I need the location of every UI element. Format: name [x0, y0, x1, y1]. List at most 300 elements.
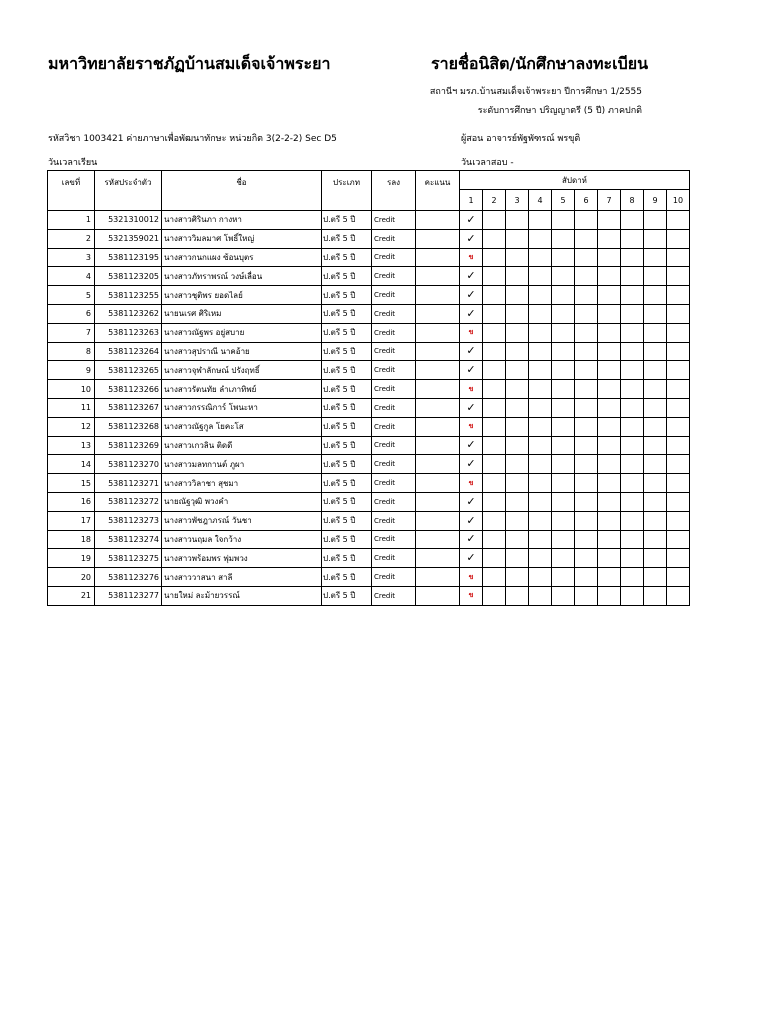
attendance-week-2: [483, 229, 506, 248]
week-header-5: 5: [552, 190, 575, 211]
score-cell: [416, 474, 460, 493]
student-name: นางสาววาสนา สาลี: [162, 568, 322, 587]
attendance-week-2: [483, 361, 506, 380]
attendance-week-6: [575, 229, 598, 248]
score-cell: [416, 211, 460, 230]
attendance-week-3: [506, 323, 529, 342]
registration-type: Credit: [372, 511, 416, 530]
week-header-3: 3: [506, 190, 529, 211]
attendance-week-6: [575, 568, 598, 587]
program-type: ป.ตรี 5 ปี: [322, 380, 372, 399]
table-row: [48, 380, 690, 399]
attendance-week-2: [483, 586, 506, 605]
row-number: 17: [48, 511, 95, 530]
registration-type: Credit: [372, 549, 416, 568]
student-name: นางสาวชุติพร ยอดไลย์: [162, 286, 322, 305]
university-name: มหาวิทยาลัยราชภัฏบ้านสมเด็จเจ้าพระยา: [48, 54, 331, 73]
registration-type: Credit: [372, 211, 416, 230]
attendance-week-5: [552, 323, 575, 342]
attendance-week-6: [575, 323, 598, 342]
attendance-week-1: [460, 361, 483, 380]
attendance-week-2: [483, 492, 506, 511]
student-id: 5381123272: [95, 492, 162, 511]
program-type: ป.ตรี 5 ปี: [322, 248, 372, 267]
program-type: ป.ตรี 5 ปี: [322, 530, 372, 549]
student-name: นายณัฐวุฒิ พวงคำ: [162, 492, 322, 511]
check-mark-icon: ✓: [466, 231, 476, 245]
attendance-week-6: [575, 511, 598, 530]
registration-type: Credit: [372, 530, 416, 549]
attendance-week-7: [598, 342, 621, 361]
student-name: นางสาวนฤมล ใจกว้าง: [162, 530, 322, 549]
attendance-week-10: [667, 323, 690, 342]
row-number: 7: [48, 323, 95, 342]
attendance-week-3: [506, 229, 529, 248]
check-mark-icon: ✓: [466, 438, 476, 452]
attendance-week-5: [552, 286, 575, 305]
attendance-week-10: [667, 211, 690, 230]
column-header-name: ชื่อ: [162, 171, 322, 211]
attendance-week-6: [575, 398, 598, 417]
student-id: 5381123276: [95, 568, 162, 587]
program-type: ป.ตรี 5 ปี: [322, 474, 372, 493]
score-cell: [416, 417, 460, 436]
table-row: [48, 267, 690, 286]
attendance-week-4: [529, 530, 552, 549]
table-row: [48, 511, 690, 530]
attendance-week-4: [529, 511, 552, 530]
attendance-week-3: [506, 586, 529, 605]
row-number: 11: [48, 398, 95, 417]
student-name: นางสาวเกวลิน ติดดี: [162, 436, 322, 455]
student-id: 5381123271: [95, 474, 162, 493]
row-number: 3: [48, 248, 95, 267]
attendance-week-4: [529, 267, 552, 286]
attendance-week-8: [621, 342, 644, 361]
attendance-week-9: [644, 492, 667, 511]
attendance-week-9: [644, 248, 667, 267]
attendance-week-9: [644, 568, 667, 587]
attendance-week-1: [460, 380, 483, 399]
attendance-week-10: [667, 530, 690, 549]
student-name: นางสาวรัตนทัย ลำเภาทิพย์: [162, 380, 322, 399]
student-id: 5381123273: [95, 511, 162, 530]
attendance-week-3: [506, 417, 529, 436]
student-id: 5321359021: [95, 229, 162, 248]
row-number: 9: [48, 361, 95, 380]
row-number: 4: [48, 267, 95, 286]
student-id: 5381123263: [95, 323, 162, 342]
attendance-week-7: [598, 229, 621, 248]
attendance-week-7: [598, 398, 621, 417]
attendance-week-7: [598, 549, 621, 568]
row-number: 10: [48, 380, 95, 399]
attendance-week-9: [644, 267, 667, 286]
attendance-week-8: [621, 586, 644, 605]
column-header-student-id: รหัสประจำตัว: [95, 171, 162, 211]
absent-mark: ข: [468, 328, 474, 337]
attendance-week-6: [575, 342, 598, 361]
attendance-week-8: [621, 398, 644, 417]
registration-type: Credit: [372, 229, 416, 248]
attendance-week-8: [621, 229, 644, 248]
registration-type: Credit: [372, 380, 416, 399]
attendance-week-6: [575, 304, 598, 323]
attendance-week-2: [483, 380, 506, 399]
attendance-week-5: [552, 436, 575, 455]
row-number: 18: [48, 530, 95, 549]
attendance-week-9: [644, 398, 667, 417]
attendance-week-5: [552, 511, 575, 530]
attendance-week-2: [483, 248, 506, 267]
table-row: [48, 342, 690, 361]
attendance-week-7: [598, 586, 621, 605]
attendance-week-1: [460, 530, 483, 549]
attendance-week-9: [644, 229, 667, 248]
attendance-week-6: [575, 361, 598, 380]
attendance-week-9: [644, 549, 667, 568]
row-number: 2: [48, 229, 95, 248]
attendance-week-2: [483, 342, 506, 361]
attendance-week-7: [598, 511, 621, 530]
attendance-week-3: [506, 380, 529, 399]
registration-type: Credit: [372, 398, 416, 417]
attendance-week-8: [621, 286, 644, 305]
attendance-week-2: [483, 417, 506, 436]
check-mark-icon: ✓: [466, 400, 476, 414]
student-id: 5381123266: [95, 380, 162, 399]
attendance-week-6: [575, 586, 598, 605]
score-cell: [416, 248, 460, 267]
registration-type: Credit: [372, 342, 416, 361]
row-number: 16: [48, 492, 95, 511]
score-cell: [416, 286, 460, 305]
attendance-week-5: [552, 361, 575, 380]
attendance-week-5: [552, 398, 575, 417]
attendance-week-7: [598, 304, 621, 323]
attendance-week-7: [598, 417, 621, 436]
attendance-week-7: [598, 286, 621, 305]
row-number: 15: [48, 474, 95, 493]
attendance-week-4: [529, 248, 552, 267]
attendance-week-3: [506, 361, 529, 380]
attendance-week-5: [552, 455, 575, 474]
attendance-week-7: [598, 492, 621, 511]
attendance-week-6: [575, 211, 598, 230]
attendance-week-4: [529, 568, 552, 587]
table-row: [48, 436, 690, 455]
student-name: นางสาววิลาชา สุชมา: [162, 474, 322, 493]
attendance-week-6: [575, 267, 598, 286]
attendance-week-9: [644, 342, 667, 361]
attendance-week-4: [529, 455, 552, 474]
table-row: [48, 568, 690, 587]
student-name: นางสาวศิรินภา กางหา: [162, 211, 322, 230]
score-cell: [416, 361, 460, 380]
attendance-week-9: [644, 304, 667, 323]
registration-type: Credit: [372, 361, 416, 380]
attendance-week-6: [575, 248, 598, 267]
attendance-week-10: [667, 267, 690, 286]
week-header-1: 1: [460, 190, 483, 211]
table-row: [48, 474, 690, 493]
attendance-week-5: [552, 530, 575, 549]
score-cell: [416, 492, 460, 511]
program-type: ป.ตรี 5 ปี: [322, 436, 372, 455]
attendance-week-2: [483, 549, 506, 568]
registration-type: Credit: [372, 436, 416, 455]
attendance-week-7: [598, 568, 621, 587]
program-type: ป.ตรี 5 ปี: [322, 361, 372, 380]
attendance-week-5: [552, 492, 575, 511]
column-header-register: รลง: [372, 171, 416, 211]
attendance-week-4: [529, 492, 552, 511]
attendance-week-7: [598, 267, 621, 286]
attendance-week-1: [460, 286, 483, 305]
attendance-week-1: [460, 211, 483, 230]
student-id: 5321310012: [95, 211, 162, 230]
attendance-week-4: [529, 549, 552, 568]
check-mark-icon: ✓: [466, 494, 476, 508]
row-number: 1: [48, 211, 95, 230]
student-id: 5381123264: [95, 342, 162, 361]
attendance-week-6: [575, 455, 598, 474]
attendance-week-2: [483, 436, 506, 455]
attendance-week-5: [552, 248, 575, 267]
attendance-week-4: [529, 304, 552, 323]
attendance-week-1: [460, 549, 483, 568]
student-id: 5381123262: [95, 304, 162, 323]
attendance-week-9: [644, 436, 667, 455]
attendance-week-6: [575, 492, 598, 511]
check-mark-icon: ✓: [466, 344, 476, 358]
attendance-week-6: [575, 286, 598, 305]
attendance-week-7: [598, 361, 621, 380]
row-number: 5: [48, 286, 95, 305]
week-header-8: 8: [621, 190, 644, 211]
attendance-week-1: [460, 248, 483, 267]
attendance-week-1: [460, 511, 483, 530]
attendance-week-5: [552, 549, 575, 568]
student-id: 5381123265: [95, 361, 162, 380]
attendance-week-5: [552, 342, 575, 361]
check-mark-icon: ✓: [466, 363, 476, 377]
check-mark-icon: ✓: [466, 288, 476, 302]
attendance-week-9: [644, 323, 667, 342]
attendance-week-3: [506, 492, 529, 511]
attendance-week-4: [529, 342, 552, 361]
education-level-line: ระดับการศึกษา ปริญญาตรี (5 ปี) ภาคปกติ: [477, 106, 642, 116]
table-row: [48, 586, 690, 605]
attendance-week-10: [667, 342, 690, 361]
attendance-week-4: [529, 229, 552, 248]
program-type: ป.ตรี 5 ปี: [322, 323, 372, 342]
institution-line: สถานีฯ มรภ.บ้านสมเด็จเจ้าพระยา ปีการศึกษา 1/2555: [429, 87, 642, 97]
attendance-week-8: [621, 211, 644, 230]
registration-type: Credit: [372, 323, 416, 342]
attendance-week-6: [575, 380, 598, 399]
attendance-week-5: [552, 229, 575, 248]
attendance-week-1: [460, 492, 483, 511]
student-name: นางสาวกรรณิการ์ โพนะหา: [162, 398, 322, 417]
student-name: นางสาวณัฐกูล โยคะโส: [162, 417, 322, 436]
attendance-week-10: [667, 455, 690, 474]
registration-type: Credit: [372, 304, 416, 323]
score-cell: [416, 455, 460, 474]
attendance-week-1: [460, 474, 483, 493]
attendance-week-7: [598, 474, 621, 493]
student-name: นางสาวกนกแผง ซ้อนบุตร: [162, 248, 322, 267]
table-row: [48, 492, 690, 511]
attendance-week-8: [621, 474, 644, 493]
attendance-week-6: [575, 436, 598, 455]
attendance-week-4: [529, 474, 552, 493]
attendance-week-8: [621, 380, 644, 399]
attendance-week-10: [667, 398, 690, 417]
check-mark-icon: ✓: [466, 532, 476, 546]
exam-time: วันเวลาสอบ -: [461, 158, 514, 168]
attendance-week-1: [460, 417, 483, 436]
student-name: นางสาวณัฐพร อยู่สบาย: [162, 323, 322, 342]
attendance-week-1: [460, 436, 483, 455]
program-type: ป.ตรี 5 ปี: [322, 511, 372, 530]
attendance-week-10: [667, 568, 690, 587]
attendance-week-1: [460, 455, 483, 474]
row-number: 20: [48, 568, 95, 587]
program-type: ป.ตรี 5 ปี: [322, 304, 372, 323]
attendance-week-4: [529, 211, 552, 230]
attendance-week-10: [667, 229, 690, 248]
attendance-week-2: [483, 398, 506, 417]
attendance-week-9: [644, 286, 667, 305]
attendance-week-10: [667, 549, 690, 568]
attendance-week-5: [552, 211, 575, 230]
attendance-week-5: [552, 568, 575, 587]
attendance-week-6: [575, 474, 598, 493]
score-cell: [416, 304, 460, 323]
table-row: [48, 286, 690, 305]
column-header-week: สัปดาห์: [460, 171, 690, 190]
attendance-week-1: [460, 398, 483, 417]
study-time: วันเวลาเรียน: [48, 158, 98, 168]
attendance-week-3: [506, 549, 529, 568]
attendance-week-9: [644, 586, 667, 605]
attendance-week-8: [621, 248, 644, 267]
score-cell: [416, 511, 460, 530]
score-cell: [416, 229, 460, 248]
attendance-week-10: [667, 361, 690, 380]
check-mark-icon: ✓: [466, 306, 476, 320]
column-header-no: เลขที่: [48, 171, 95, 211]
instructor-info: ผู้สอน อาจารย์พัฐพัฑรณ์ พรขุติ: [461, 134, 581, 144]
course-info: รหัสวิชา 1003421 ค่ายภาษาเพื่อพัฒนาทักษะ หน่วยกิต 3(2-2-2) Sec D5: [48, 134, 337, 144]
attendance-week-5: [552, 417, 575, 436]
attendance-week-3: [506, 436, 529, 455]
attendance-week-8: [621, 492, 644, 511]
attendance-week-4: [529, 586, 552, 605]
table-row: [48, 211, 690, 230]
row-number: 21: [48, 586, 95, 605]
attendance-week-3: [506, 286, 529, 305]
table-row: [48, 549, 690, 568]
attendance-week-6: [575, 530, 598, 549]
check-mark-icon: ✓: [466, 269, 476, 283]
week-header-6: 6: [575, 190, 598, 211]
attendance-week-10: [667, 380, 690, 399]
attendance-week-2: [483, 211, 506, 230]
check-mark-icon: ✓: [466, 457, 476, 471]
attendance-week-9: [644, 417, 667, 436]
attendance-week-8: [621, 455, 644, 474]
attendance-week-8: [621, 549, 644, 568]
attendance-week-8: [621, 568, 644, 587]
student-name: นางสาววิมลมาศ โพธิ์ใหญ่: [162, 229, 322, 248]
attendance-week-8: [621, 304, 644, 323]
student-name: นางสาวพร้อมพร พุ่มพวง: [162, 549, 322, 568]
attendance-week-5: [552, 304, 575, 323]
attendance-week-9: [644, 211, 667, 230]
score-cell: [416, 342, 460, 361]
attendance-week-10: [667, 492, 690, 511]
row-number: 6: [48, 304, 95, 323]
attendance-week-10: [667, 474, 690, 493]
score-cell: [416, 530, 460, 549]
attendance-week-2: [483, 267, 506, 286]
attendance-week-10: [667, 436, 690, 455]
attendance-week-8: [621, 417, 644, 436]
score-cell: [416, 549, 460, 568]
attendance-week-1: [460, 267, 483, 286]
attendance-week-1: [460, 586, 483, 605]
row-number: 8: [48, 342, 95, 361]
score-cell: [416, 398, 460, 417]
program-type: ป.ตรี 5 ปี: [322, 492, 372, 511]
registration-type: Credit: [372, 586, 416, 605]
attendance-week-2: [483, 323, 506, 342]
program-type: ป.ตรี 5 ปี: [322, 398, 372, 417]
attendance-week-7: [598, 211, 621, 230]
attendance-week-5: [552, 267, 575, 286]
attendance-week-3: [506, 398, 529, 417]
attendance-week-4: [529, 398, 552, 417]
score-cell: [416, 380, 460, 399]
student-name: นางสาวสุปราณี นาคอ้าย: [162, 342, 322, 361]
absent-mark: ข: [468, 384, 474, 393]
attendance-week-4: [529, 323, 552, 342]
attendance-week-9: [644, 530, 667, 549]
table-row: [48, 323, 690, 342]
attendance-week-1: [460, 229, 483, 248]
score-cell: [416, 436, 460, 455]
attendance-week-6: [575, 417, 598, 436]
attendance-week-3: [506, 511, 529, 530]
table-row: [48, 455, 690, 474]
attendance-week-3: [506, 267, 529, 286]
attendance-week-2: [483, 455, 506, 474]
attendance-week-8: [621, 323, 644, 342]
attendance-week-2: [483, 286, 506, 305]
attendance-week-7: [598, 323, 621, 342]
table-row: [48, 417, 690, 436]
program-type: ป.ตรี 5 ปี: [322, 568, 372, 587]
attendance-week-10: [667, 286, 690, 305]
attendance-week-2: [483, 474, 506, 493]
attendance-week-3: [506, 474, 529, 493]
attendance-week-5: [552, 380, 575, 399]
attendance-week-10: [667, 248, 690, 267]
student-id: 5381123255: [95, 286, 162, 305]
attendance-week-2: [483, 568, 506, 587]
